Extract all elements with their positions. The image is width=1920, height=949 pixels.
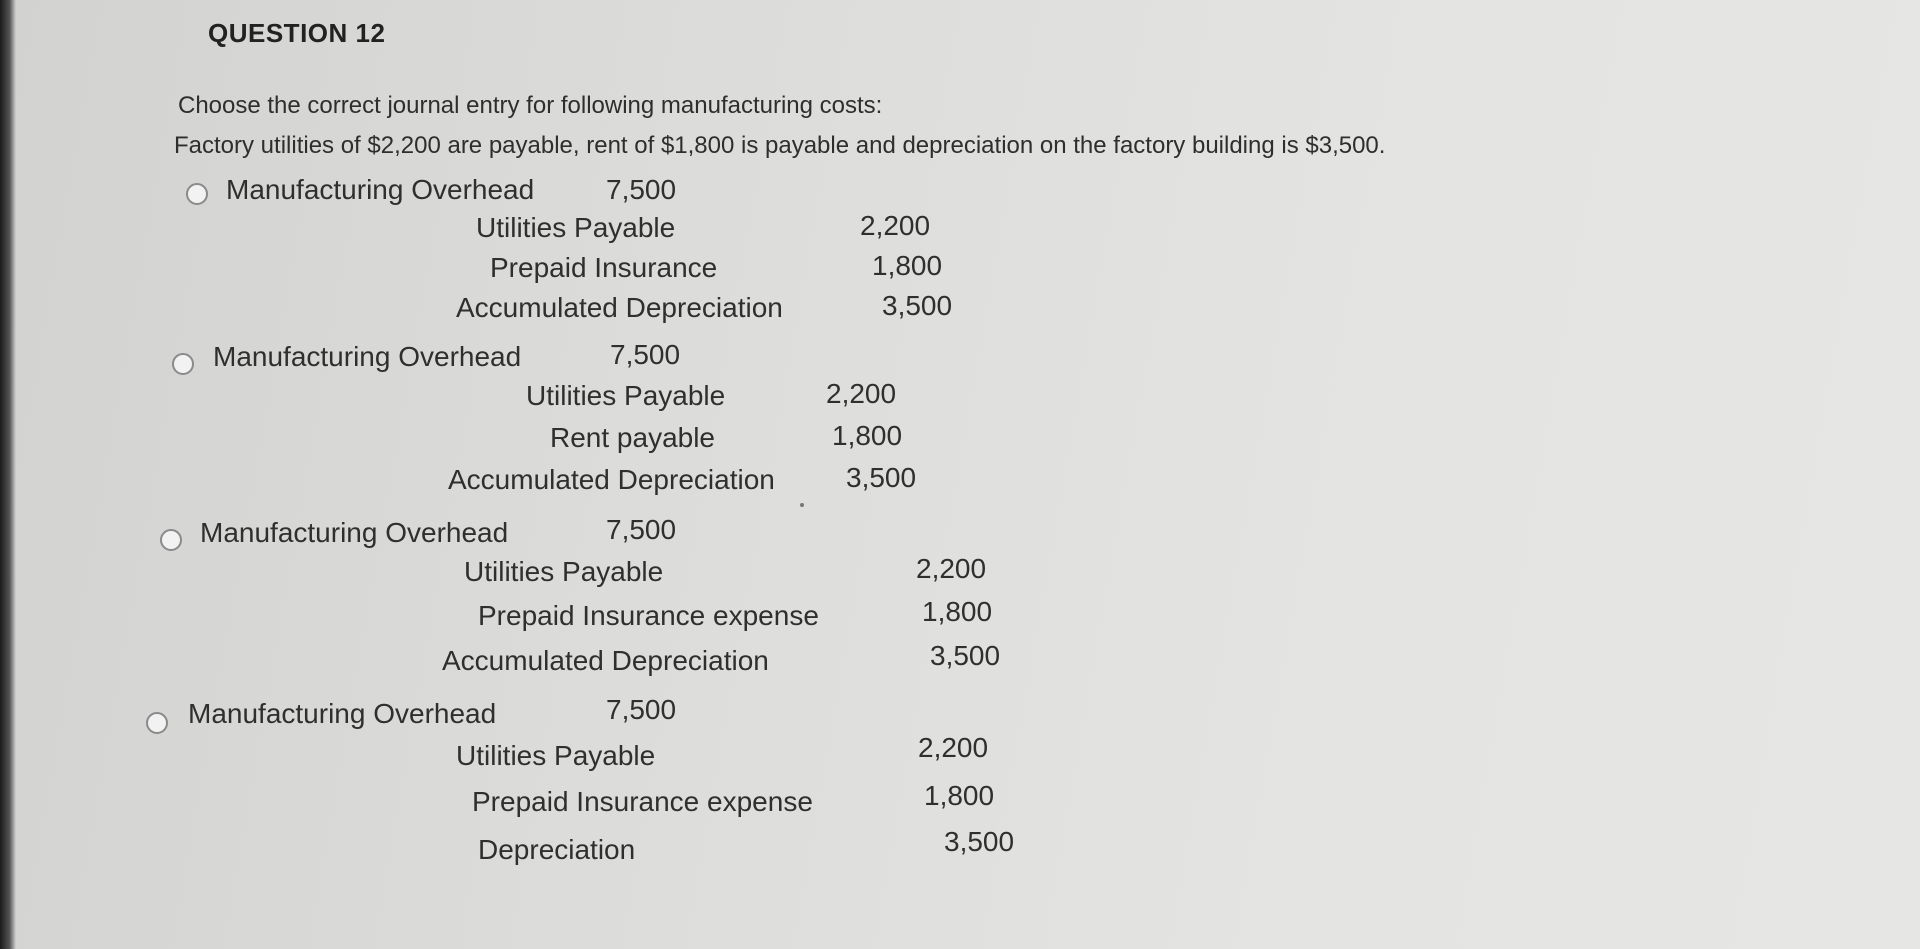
debit-amount: 7,500 [606, 174, 677, 205]
question-header: QUESTION 12 [208, 18, 386, 48]
debit-account: Manufacturing Overhead [226, 174, 535, 205]
credit-amount-1: 2,200 [826, 378, 897, 409]
credit-amount-1: 2,200 [860, 210, 931, 241]
credit-account-3: Depreciation [478, 834, 636, 865]
credit-account-2: Prepaid Insurance expense [472, 786, 813, 817]
credit-account-3: Accumulated Depreciation [442, 645, 769, 676]
credit-account-1: Utilities Payable [464, 556, 664, 587]
question-prompt-line-1: Choose the correct journal entry for following manufacturing costs: [178, 92, 883, 119]
credit-account-1: Utilities Payable [476, 212, 676, 243]
screen-speck [800, 503, 804, 507]
credit-account-1: Utilities Payable [526, 380, 726, 411]
debit-amount: 7,500 [610, 339, 681, 370]
credit-account-2: Prepaid Insurance expense [478, 600, 819, 631]
radio-button-option-3[interactable] [160, 529, 182, 551]
credit-amount-3: 3,500 [930, 640, 1001, 671]
credit-amount-2: 1,800 [922, 596, 993, 627]
debit-account: Manufacturing Overhead [200, 517, 509, 548]
credit-account-2: Rent payable [550, 422, 716, 453]
credit-account-2: Prepaid Insurance [490, 252, 718, 283]
debit-account: Manufacturing Overhead [188, 698, 497, 729]
credit-amount-2: 1,800 [924, 780, 995, 811]
credit-account-3: Accumulated Depreciation [456, 292, 783, 323]
debit-amount: 7,500 [606, 694, 677, 725]
radio-button-option-1[interactable] [186, 183, 208, 205]
credit-amount-2: 1,800 [832, 420, 903, 451]
debit-amount: 7,500 [606, 514, 677, 545]
credit-amount-2: 1,800 [872, 250, 943, 281]
credit-amount-3: 3,500 [882, 290, 953, 321]
radio-button-option-2[interactable] [172, 353, 194, 375]
radio-button-option-4[interactable] [146, 712, 168, 734]
debit-account: Manufacturing Overhead [213, 341, 522, 372]
credit-amount-3: 3,500 [944, 826, 1015, 857]
credit-amount-1: 2,200 [916, 553, 987, 584]
credit-account-1: Utilities Payable [456, 740, 656, 771]
credit-amount-1: 2,200 [918, 732, 989, 763]
credit-account-3: Accumulated Depreciation [448, 464, 775, 495]
question-prompt-line-2: Factory utilities of $2,200 are payable, rent of $1,800 is payable and depreciation on the factory building is $3,500. [174, 132, 1386, 159]
credit-amount-3: 3,500 [846, 462, 917, 493]
